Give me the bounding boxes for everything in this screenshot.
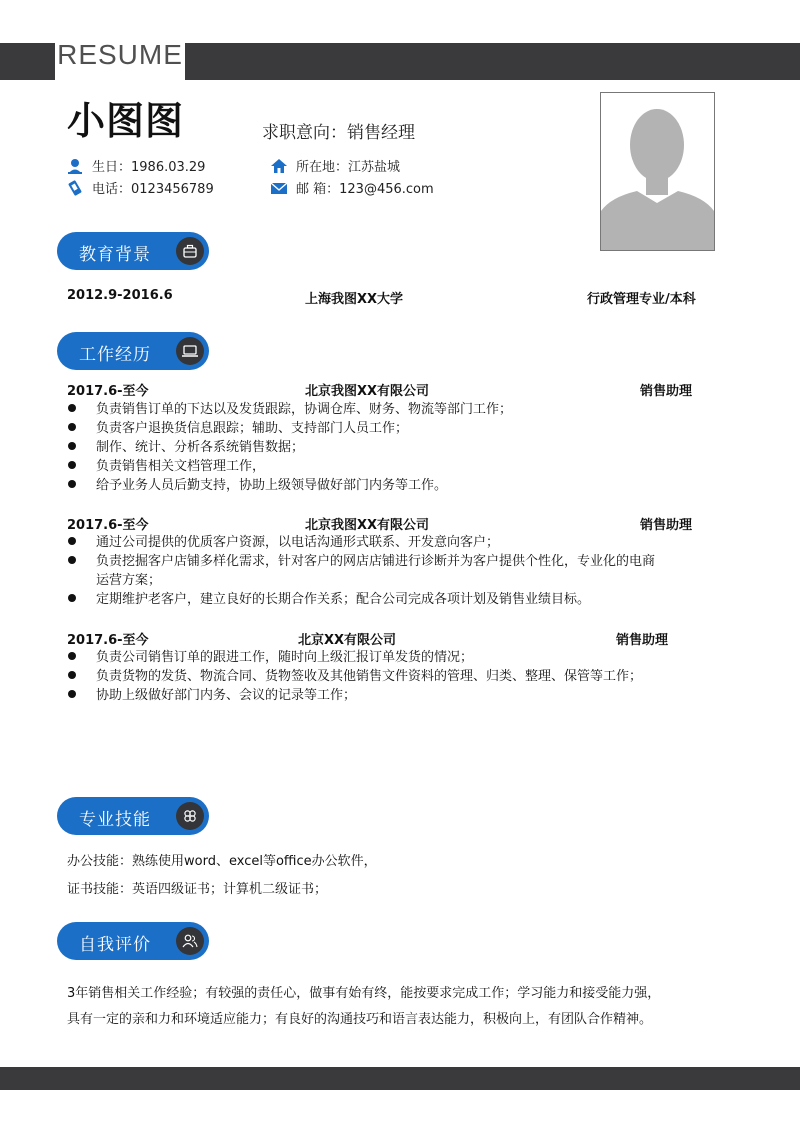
section-title-skills: 专业技能: [79, 810, 151, 830]
job-3-period: 2017.6-至今: [67, 633, 149, 648]
section-title-work: 工作经历: [79, 345, 151, 365]
flower-icon: [176, 802, 204, 830]
list-item-continuation: 运营方案；: [96, 573, 162, 588]
section-header-work: [57, 332, 209, 370]
laptop-icon: [176, 337, 204, 365]
resume-tab-label: RESUME: [55, 30, 185, 80]
section-title-self-evaluation: 自我评价: [79, 935, 151, 955]
section-header-self-evaluation: [57, 922, 209, 960]
skills-line-certificates: 证书技能：英语四级证书；计算机二级证书；: [67, 882, 328, 897]
phone-icon: [66, 179, 84, 197]
email-text: 邮 箱：123@456.com: [296, 182, 434, 197]
education-major: 行政管理专业/本科: [587, 292, 696, 307]
job-2-period: 2017.6-至今: [67, 518, 149, 533]
people-icon: [176, 927, 204, 955]
profile-photo: [600, 92, 715, 251]
user-icon: [66, 157, 84, 175]
bullet-dot: [68, 690, 76, 698]
bullet-dot: [68, 461, 76, 469]
section-header-education: [57, 232, 209, 270]
education-school: 上海我图XX大学: [305, 292, 404, 307]
bullet-dot: [68, 594, 76, 602]
bullet-dot: [68, 404, 76, 412]
self-evaluation-line-1: 3年销售相关工作经验；有较强的责任心，做事有始有终，能按要求完成工作；学习能力和接受能力强，: [67, 986, 661, 1001]
job-1-period: 2017.6-至今: [67, 384, 149, 399]
phone-text: 电话：0123456789: [92, 182, 214, 197]
home-icon: [270, 157, 288, 175]
candidate-name: 小图图: [67, 99, 185, 143]
job-3-role: 销售助理: [616, 633, 669, 648]
bottom-banner-bar: [0, 1067, 800, 1090]
bullet-dot: [68, 442, 76, 450]
job-2-role: 销售助理: [640, 518, 693, 533]
bullet-dot: [68, 423, 76, 431]
location-row: [270, 156, 400, 175]
skills-line-office: 办公技能：熟练使用word、excel等office办公软件，: [67, 854, 377, 869]
job-2-company: 北京我图XX有限公司: [305, 518, 430, 533]
phone-row: [66, 178, 214, 197]
bullet-dot: [68, 652, 76, 660]
job-3-company: 北京XX有限公司: [298, 633, 397, 648]
briefcase-icon: [176, 237, 204, 265]
job-objective: 求职意向：销售经理: [262, 123, 415, 143]
self-evaluation-line-2: 具有一定的亲和力和环境适应能力；有良好的沟通技巧和语言表达能力，积极向上，有团队合作精神。: [67, 1012, 653, 1027]
birthday-row: [66, 156, 205, 175]
email-row: [270, 178, 434, 197]
job-1-company: 北京我图XX有限公司: [305, 384, 430, 399]
section-title-education: 教育背景: [79, 245, 151, 265]
bullet-dot: [68, 556, 76, 564]
section-header-skills: [57, 797, 209, 835]
mail-icon: [270, 179, 288, 197]
location-text: 所在地：江苏盐城: [296, 160, 401, 175]
avatar-silhouette-icon: [601, 93, 714, 250]
bullet-dot: [68, 671, 76, 679]
education-period: 2012.9-2016.6: [67, 288, 173, 303]
job-1-role: 销售助理: [640, 384, 693, 399]
bullet-dot: [68, 537, 76, 545]
birthday-text: 生日：1986.03.29: [92, 160, 206, 175]
bullet-dot: [68, 480, 76, 488]
